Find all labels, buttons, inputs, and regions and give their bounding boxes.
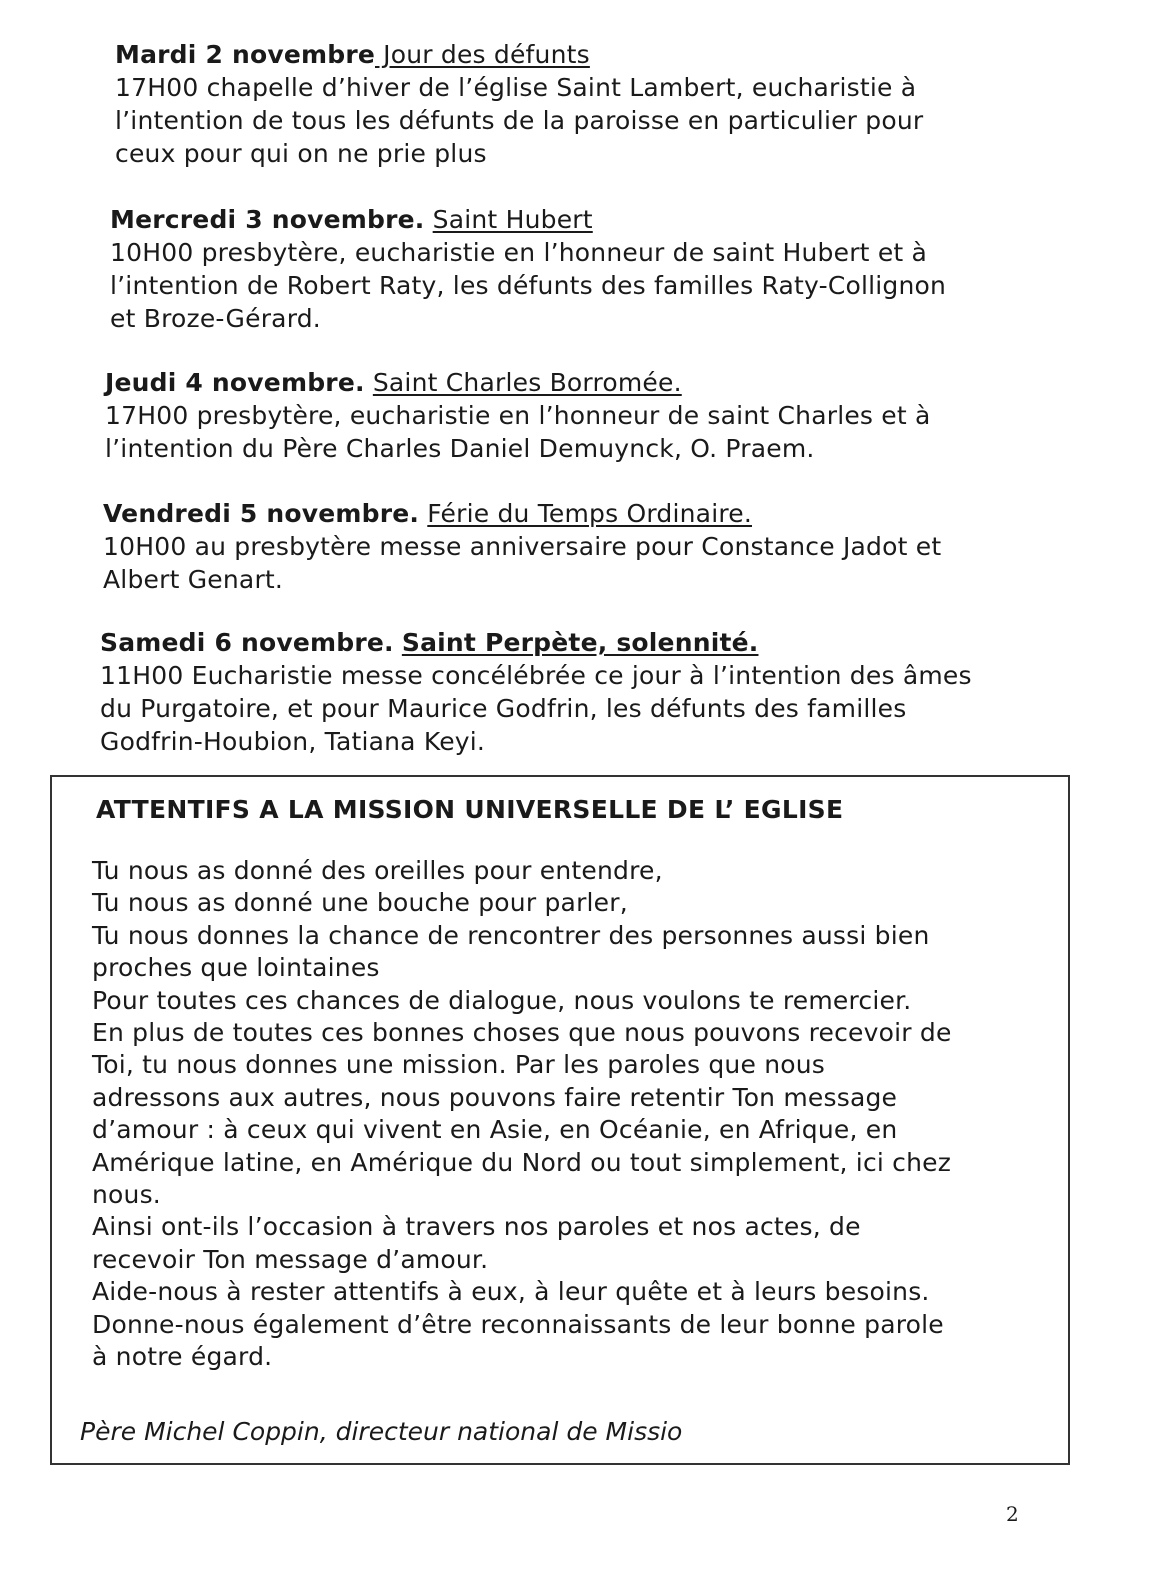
entry-vendredi-5-novembre bbox=[103, 497, 1038, 596]
entry-day: Mardi 2 novembre bbox=[115, 40, 375, 69]
entry-body: 10H00 presbytère, eucharistie en l’honneur de saint Hubert et à l’intention de Robert Raty, les défunts des familles Raty-Collignon et Broze-Gérard. bbox=[110, 238, 947, 333]
prayer-line: à notre égard. bbox=[92, 1342, 273, 1372]
entry-body: 10H00 au presbytère messe anniversaire pour Constance Jadot et Albert Genart. bbox=[103, 532, 942, 594]
prayer-line: Tu nous as donné une bouche pour parler, bbox=[92, 888, 628, 918]
mission-prayer-box bbox=[50, 775, 1070, 1465]
entry-jeudi-4-novembre bbox=[105, 366, 1035, 465]
prayer-line: Tu nous as donné des oreilles pour entendre, bbox=[92, 856, 663, 885]
entry-body: 17H00 chapelle d’hiver de l’église Saint Lambert, eucharistie à l’intention de tous les défunts de la paroisse en particulier pour ceux pour qui on ne prie plus bbox=[115, 73, 924, 168]
entry-day: Jeudi 4 novembre. bbox=[105, 368, 365, 397]
entry-feast: Saint Perpète, solennité. bbox=[401, 628, 759, 657]
entry-heading bbox=[110, 203, 1030, 236]
entry-mardi-2-novembre bbox=[115, 38, 1015, 170]
entry-feast: Saint Charles Borromée. bbox=[372, 368, 682, 397]
entry-heading bbox=[115, 38, 1015, 71]
prayer-line: Pour toutes ces chances de dialogue, nous voulons te remercier. bbox=[92, 985, 912, 1015]
entry-body: 17H00 presbytère, eucharistie en l’honneur de saint Charles et à l’intention du Père Charles Daniel Demuynck, O. Praem. bbox=[105, 401, 931, 463]
entry-heading bbox=[100, 626, 1060, 659]
entry-samedi-6-novembre bbox=[100, 626, 1060, 758]
prayer-line: d’amour : à ceux qui vivent en Asie, en Océanie, en Afrique, en bbox=[92, 1115, 898, 1145]
prayer-line: Ainsi ont-ils l’occasion à travers nos paroles et nos actes, de bbox=[92, 1212, 861, 1242]
prayer-line: adressons aux autres, nous pouvons faire retentir Ton message bbox=[92, 1082, 898, 1112]
prayer-line: proches que lointaines bbox=[92, 953, 380, 983]
prayer-line: Tu nous donnes la chance de rencontrer des personnes aussi bien bbox=[92, 920, 930, 950]
prayer-line: Donne-nous également d’être reconnaissants de leur bonne parole bbox=[92, 1309, 944, 1339]
entry-heading bbox=[105, 366, 1035, 399]
entry-feast: Férie du Temps Ordinaire. bbox=[427, 499, 752, 528]
page-number: 2 bbox=[1006, 1502, 1019, 1526]
entry-feast: Saint Hubert bbox=[432, 205, 593, 234]
entry-day: Samedi 6 novembre. bbox=[100, 628, 394, 657]
prayer-line: recevoir Ton message d’amour. bbox=[92, 1244, 489, 1274]
entry-body: 11H00 Eucharistie messe concélébrée ce jour à l’intention des âmes du Purgatoire, et pour Maurice Godfrin, les défunts des familles Godfrin-Houbion, Tatiana Keyi. bbox=[100, 661, 972, 756]
entry-mercredi-3-novembre bbox=[110, 203, 1030, 335]
prayer-line: nous. bbox=[92, 1180, 161, 1210]
prayer-line: Aide-nous à rester attentifs à eux, à leur quête et à leurs besoins. bbox=[92, 1277, 930, 1307]
prayer-text bbox=[92, 855, 1042, 1374]
box-title: ATTENTIFS A LA MISSION UNIVERSELLE DE L’ EGLISE bbox=[96, 795, 844, 824]
prayer-line: Toi, tu nous donnes une mission. Par les paroles que nous bbox=[92, 1050, 826, 1080]
entry-day: Vendredi 5 novembre. bbox=[103, 499, 420, 528]
entry-heading bbox=[103, 497, 1038, 530]
prayer-line: Amérique latine, en Amérique du Nord ou tout simplement, ici chez bbox=[92, 1147, 952, 1177]
entry-feast: Jour des défunts bbox=[375, 40, 590, 69]
signature: Père Michel Coppin, directeur national de Missio bbox=[80, 1417, 683, 1446]
entry-day: Mercredi 3 novembre. bbox=[110, 205, 425, 234]
prayer-line: En plus de toutes ces bonnes choses que nous pouvons recevoir de bbox=[92, 1018, 952, 1048]
